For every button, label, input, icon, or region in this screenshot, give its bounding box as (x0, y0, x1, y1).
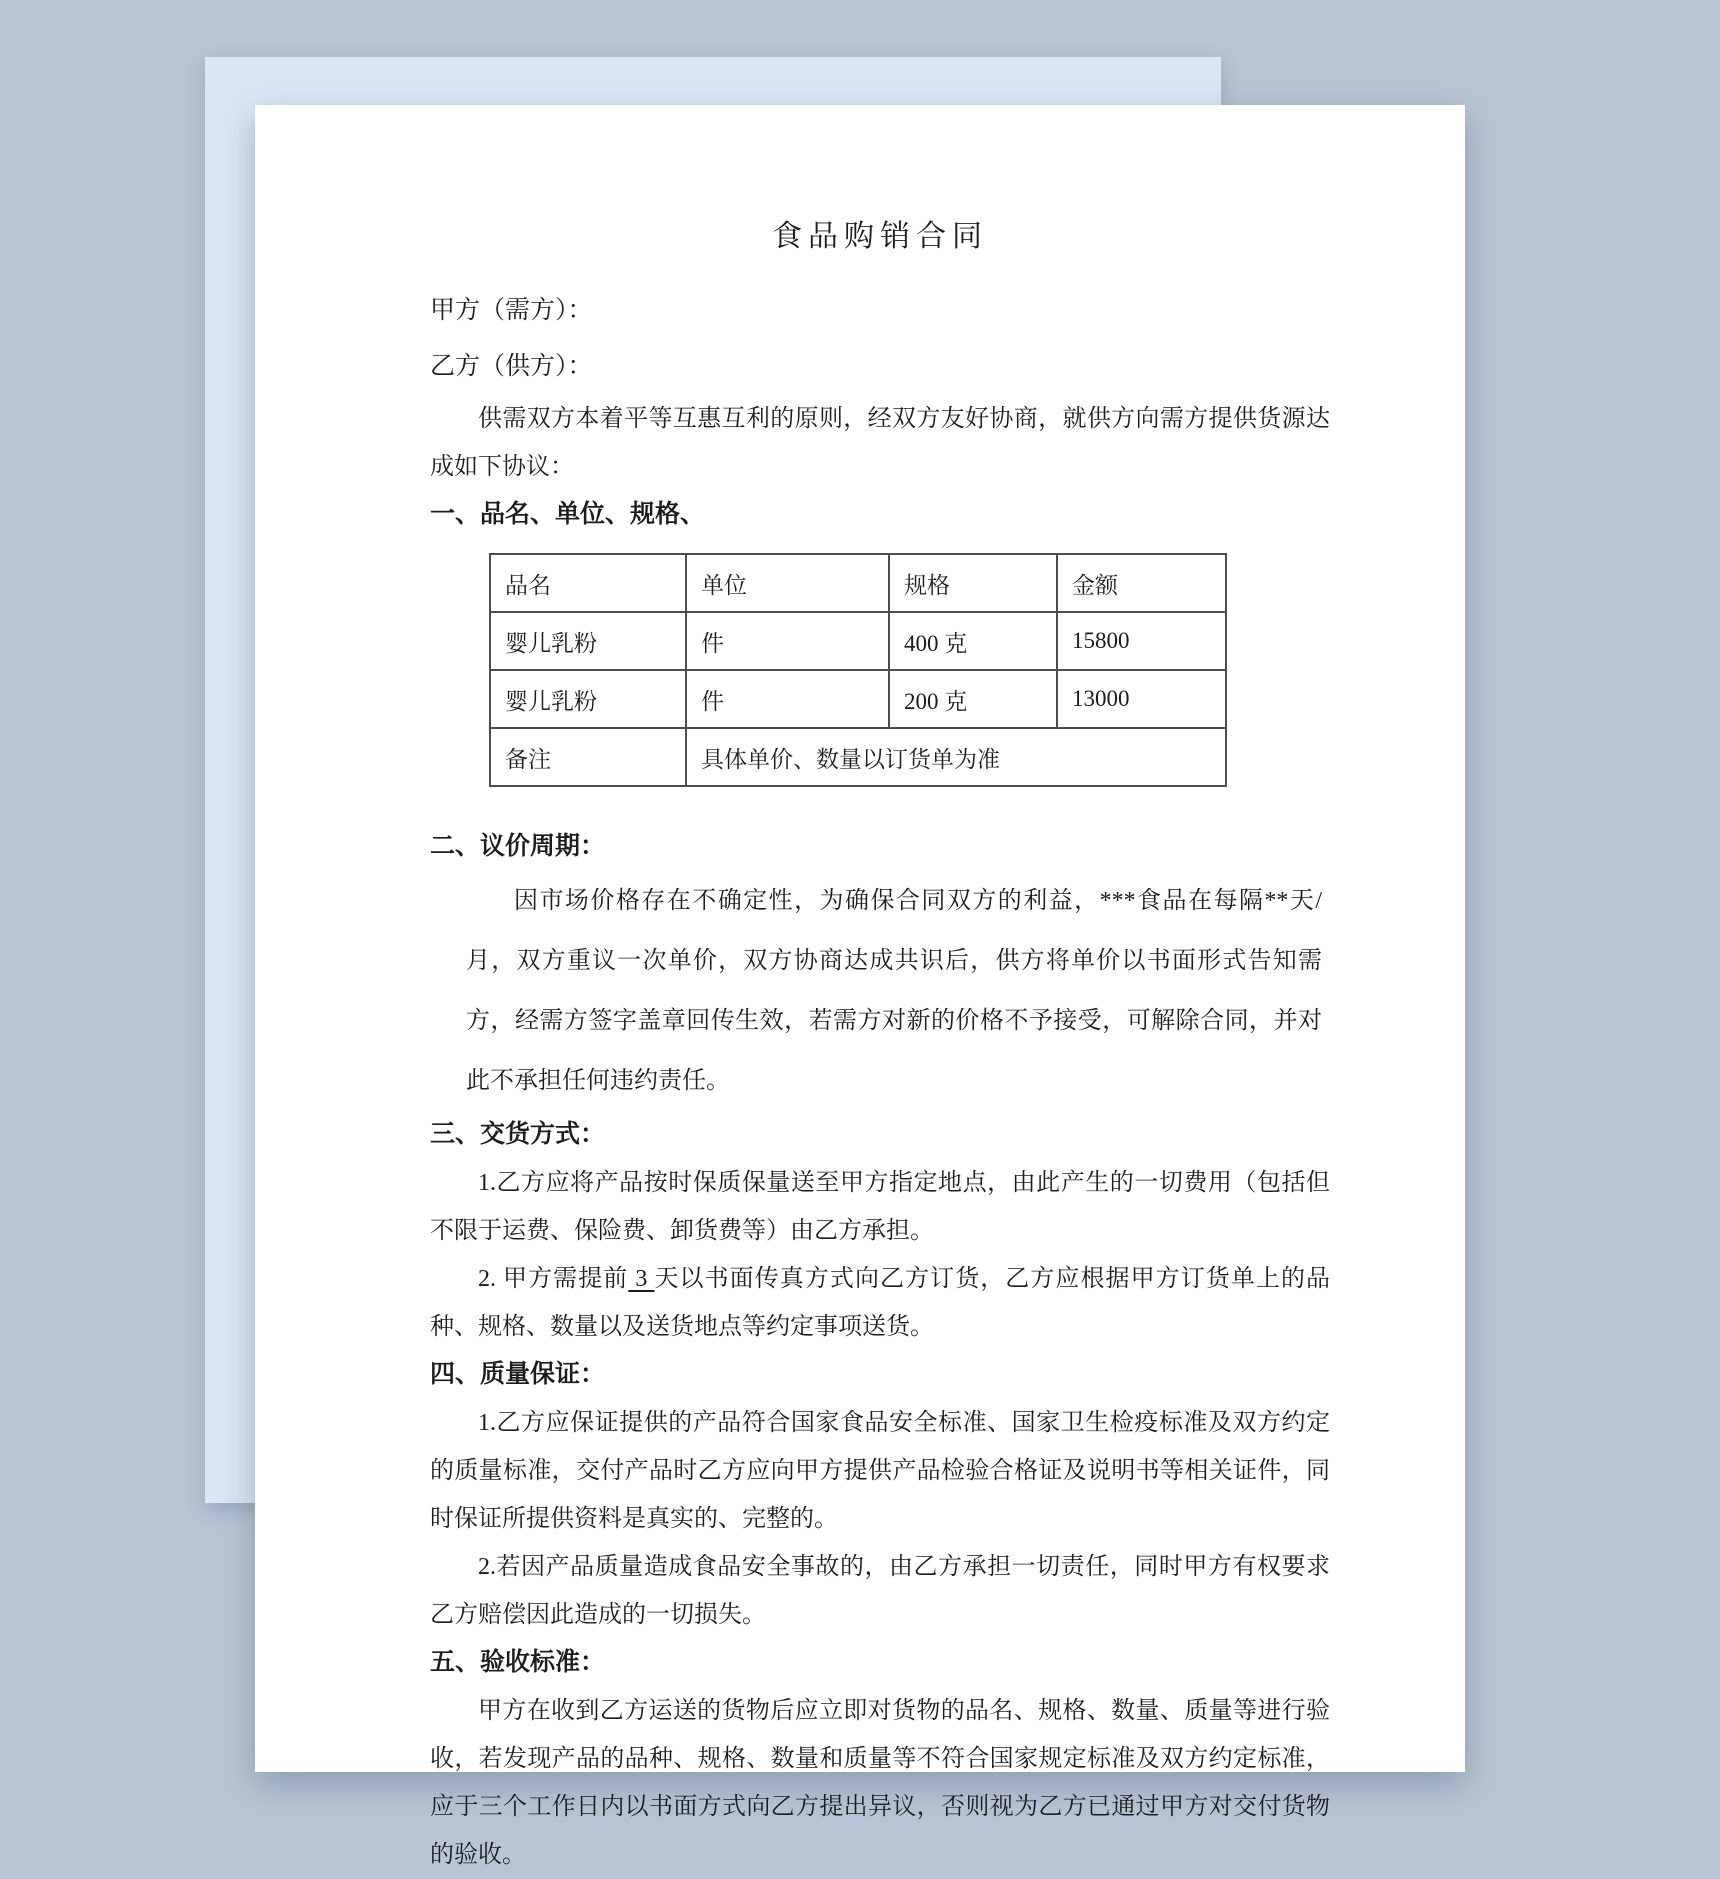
table-remark-row (490, 728, 1226, 786)
cell-unit: 件 (686, 612, 889, 670)
section-4-heading: 四、质量保证： (430, 1361, 606, 1388)
remark-value-cell: 具体单价、数量以订货单为准 (686, 728, 1226, 786)
section-3-item-1: 1.乙方应将产品按时保质保量送至甲方指定地点，由此产生的一切费用（包括但不限于运费、保险费、卸货费等）由乙方承担。 (430, 1170, 1330, 1244)
party-b-line: 乙方（供方）： (430, 353, 593, 380)
section-5-paragraph: 甲方在收到乙方运送的货物后应立即对货物的品名、规格、数量、质量等进行验收，若发现产品的品种、规格、数量和质量等不符合国家规定标准及双方约定标准，应于三个工作日内以书面方式向乙方提出异议，否则视为乙方已通过甲方对交付货物的验收。 (430, 1698, 1330, 1868)
cell-spec: 200 克 (889, 670, 1057, 728)
section-2-heading: 二、议价周期： (430, 833, 606, 860)
party-a-line: 甲方（需方）： (430, 297, 593, 324)
intro-paragraph: 供需双方本着平等互惠互利的原则，经双方友好协商，就供方向需方提供货源达成如下协议： (430, 406, 1330, 480)
item-2-suffix: 天以书面传真方式向乙方订货，乙方应根据甲方订货单上的品种、规格、数量以及送货地点等约定事项送货。 (430, 1266, 1331, 1340)
header-cell-spec: 规格 (889, 554, 1057, 612)
section-2-paragraph: 因市场价格存在不确定性，为确保合同双方的利益，***食品在每隔**天/月，双方重议一次单价，双方协商达成共识后，供方将单价以书面形式告知需方，经需方签字盖章回传生效，若需方对新的价格不予接受，可解除合同，并对此不承担任何违约责任。 (466, 888, 1322, 1094)
cell-unit: 件 (686, 670, 889, 728)
goods-table (489, 553, 1227, 787)
section-5-heading: 五、验收标准： (430, 1649, 606, 1676)
cell-amount: 13000 (1057, 670, 1226, 728)
item-2-underlined-days: 3 (628, 1266, 655, 1292)
remark-label-cell: 备注 (490, 728, 686, 786)
cell-amount: 15800 (1057, 612, 1226, 670)
cell-product: 婴儿乳粉 (490, 612, 686, 670)
section-3-heading: 三、交货方式： (430, 1121, 606, 1148)
document-title: 食品购销合同 (772, 220, 988, 253)
section-4-item-1: 1.乙方应保证提供的产品符合国家食品安全标准、国家卫生检疫标准及双方约定的质量标准，交付产品时乙方应向甲方提供产品检验合格证及说明书等相关证件，同时保证所提供资料是真实的、完整的。 (430, 1410, 1330, 1532)
cell-spec: 400 克 (889, 612, 1057, 670)
table-row (490, 670, 1226, 728)
section-1-heading: 一、品名、单位、规格、 (430, 501, 706, 528)
section-3-item-2 (430, 1255, 1330, 1351)
header-cell-unit: 单位 (686, 554, 889, 612)
section-4-item-2: 2.若因产品质量造成食品安全事故的，由乙方承担一切责任，同时甲方有权要求乙方赔偿因此造成的一切损失。 (430, 1554, 1330, 1628)
table-row (490, 612, 1226, 670)
contract-page (255, 105, 1465, 1868)
table-header-row (490, 554, 1226, 612)
cell-product: 婴儿乳粉 (490, 670, 686, 728)
header-cell-product: 品名 (490, 554, 686, 612)
item-2-prefix: 2. 甲方需提前 (478, 1266, 629, 1292)
header-cell-amount: 金额 (1057, 554, 1226, 612)
